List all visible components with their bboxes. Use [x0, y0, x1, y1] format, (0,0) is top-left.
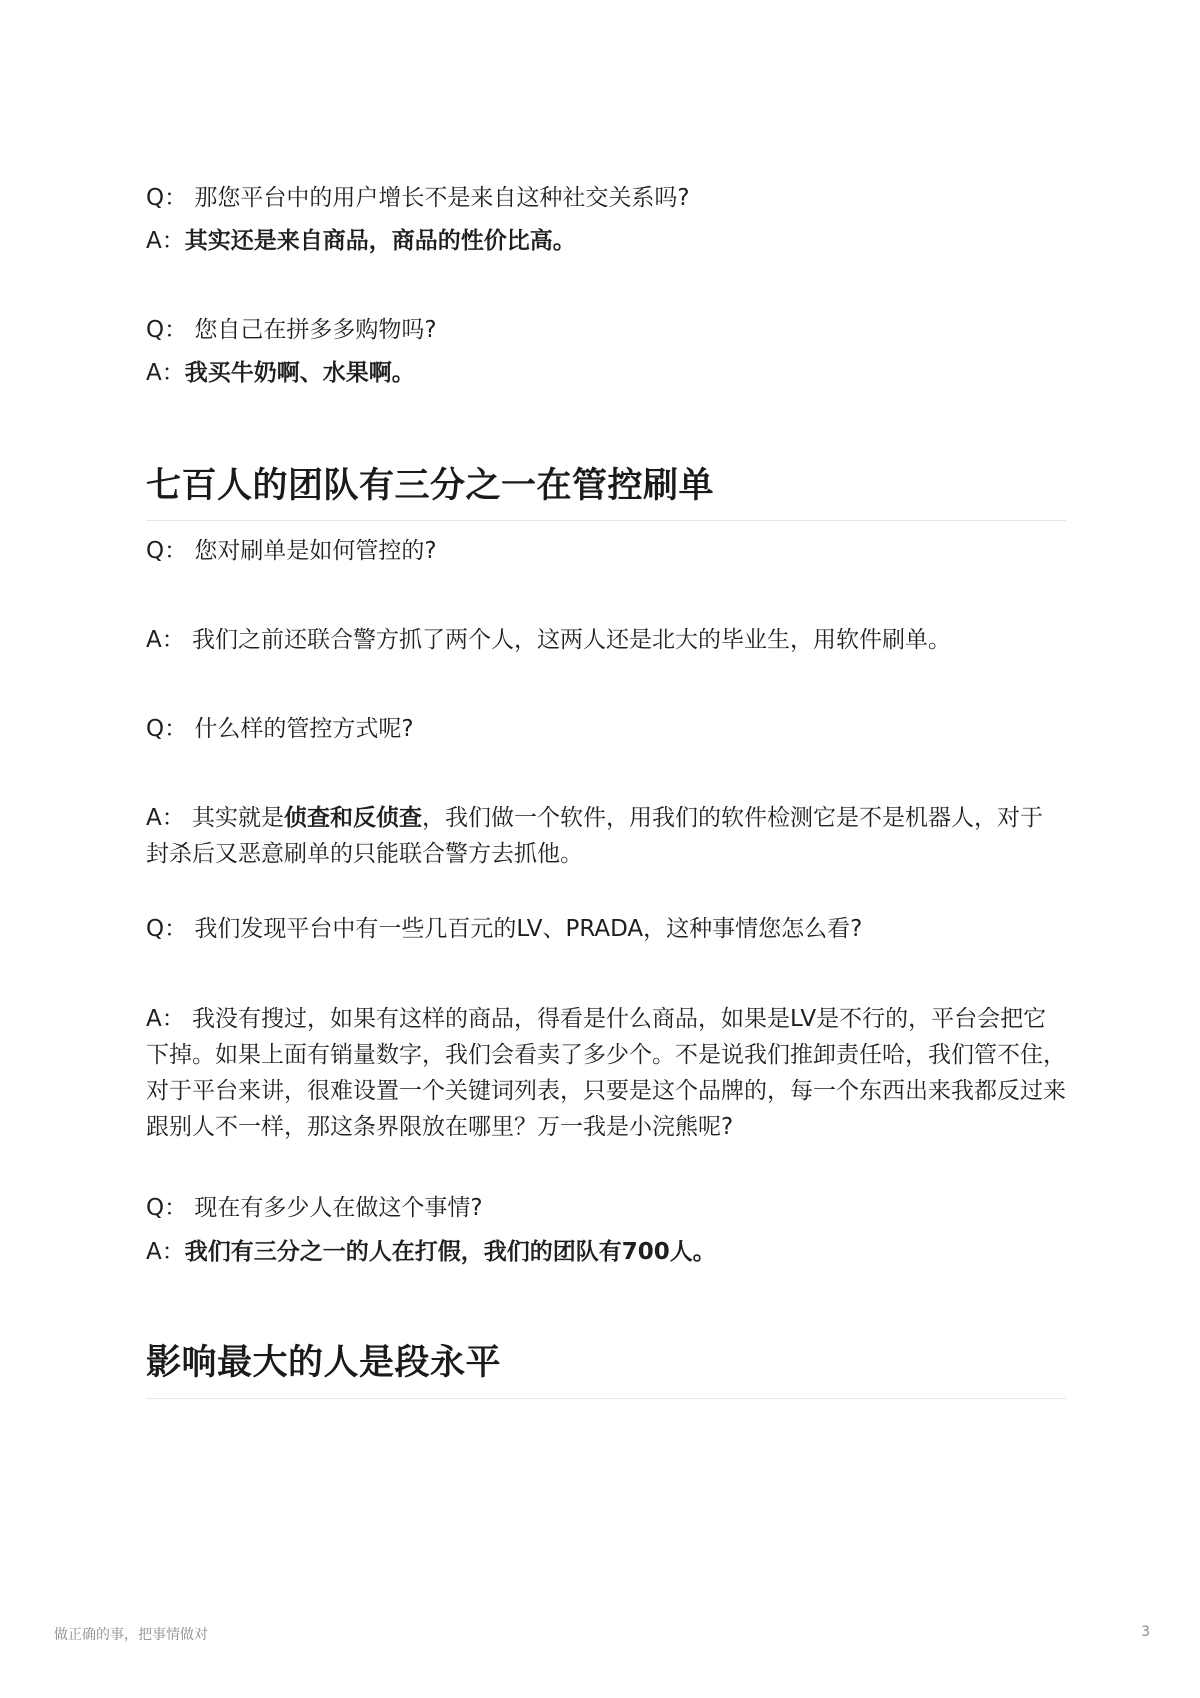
a-text: 我们有三分之一的人在打假，我们的团队有700人。 [184, 1239, 716, 1265]
page-number: 3 [1141, 1624, 1150, 1640]
a-text: 我买牛奶啊、水果啊。 [184, 360, 415, 386]
q-prefix: Q： [146, 538, 188, 564]
a-text-bold: 侦查和反侦查 [284, 805, 423, 831]
q-prefix: Q： [146, 716, 188, 742]
a-text: 我们之前还联合警方抓了两个人，这两人还是北大的毕业生，用软件刷单。 [192, 627, 952, 653]
answer [146, 622, 1066, 658]
answer [146, 1001, 1066, 1145]
question [146, 533, 1066, 569]
q-prefix: Q： [146, 317, 188, 343]
a-text: 我没有搜过，如果有这样的商品，得看是什么商品，如果是LV是不行的，平台会把它下掉。如果上面有销量数字，我们会看卖了多少个。不是说我们推卸责任哈，我们管不住，对于平台来讲，很难设置一个关键词列表，只要是这个品牌的，每一个东西出来我都反过来跟别人不一样，那这条界限放在哪里？万一我是小浣熊呢? [146, 1006, 1066, 1140]
q-prefix: Q： [146, 185, 188, 211]
a-prefix: A： [146, 627, 185, 653]
heading-divider [146, 520, 1066, 521]
heading-divider [146, 1398, 1066, 1399]
answer [146, 1234, 1066, 1270]
question [146, 711, 1066, 747]
q-text: 现在有多少人在做这个事情? [194, 1195, 483, 1221]
q-text: 我们发现平台中有一些几百元的LV、PRADA，这种事情您怎么看? [194, 916, 863, 942]
a-prefix: A： [146, 1006, 185, 1032]
a-text-post: ，我们做一个软件，用我们的软件检测它是不是机器人，对于封杀后又恶意刷单的只能联合警方去抓他。 [146, 805, 1044, 867]
a-text-pre: 其实就是 [192, 805, 285, 831]
answer [146, 355, 1066, 391]
question [146, 312, 1066, 348]
q-prefix: Q： [146, 916, 188, 942]
question [146, 911, 1066, 947]
a-prefix: A： [146, 228, 185, 254]
a-prefix: A： [146, 1239, 185, 1265]
answer [146, 223, 1066, 259]
answer [146, 800, 1066, 872]
q-text: 什么样的管控方式呢? [194, 716, 414, 742]
q-text: 那您平台中的用户增长不是来自这种社交关系吗? [194, 185, 690, 211]
q-text: 您自己在拼多多购物吗? [194, 317, 437, 343]
q-prefix: Q： [146, 1195, 188, 1221]
footer-slogan: 做正确的事，把事情做对 [54, 1627, 208, 1643]
a-prefix: A： [146, 805, 185, 831]
section-heading: 影响最大的人是段永平 [146, 1343, 502, 1383]
a-text: 其实还是来自商品，商品的性价比高。 [184, 228, 576, 254]
q-text: 您对刷单是如何管控的? [194, 538, 437, 564]
question [146, 1190, 1066, 1226]
section-heading: 七百人的团队有三分之一在管控刷单 [146, 466, 715, 506]
a-prefix: A： [146, 360, 185, 386]
question [146, 180, 1066, 216]
